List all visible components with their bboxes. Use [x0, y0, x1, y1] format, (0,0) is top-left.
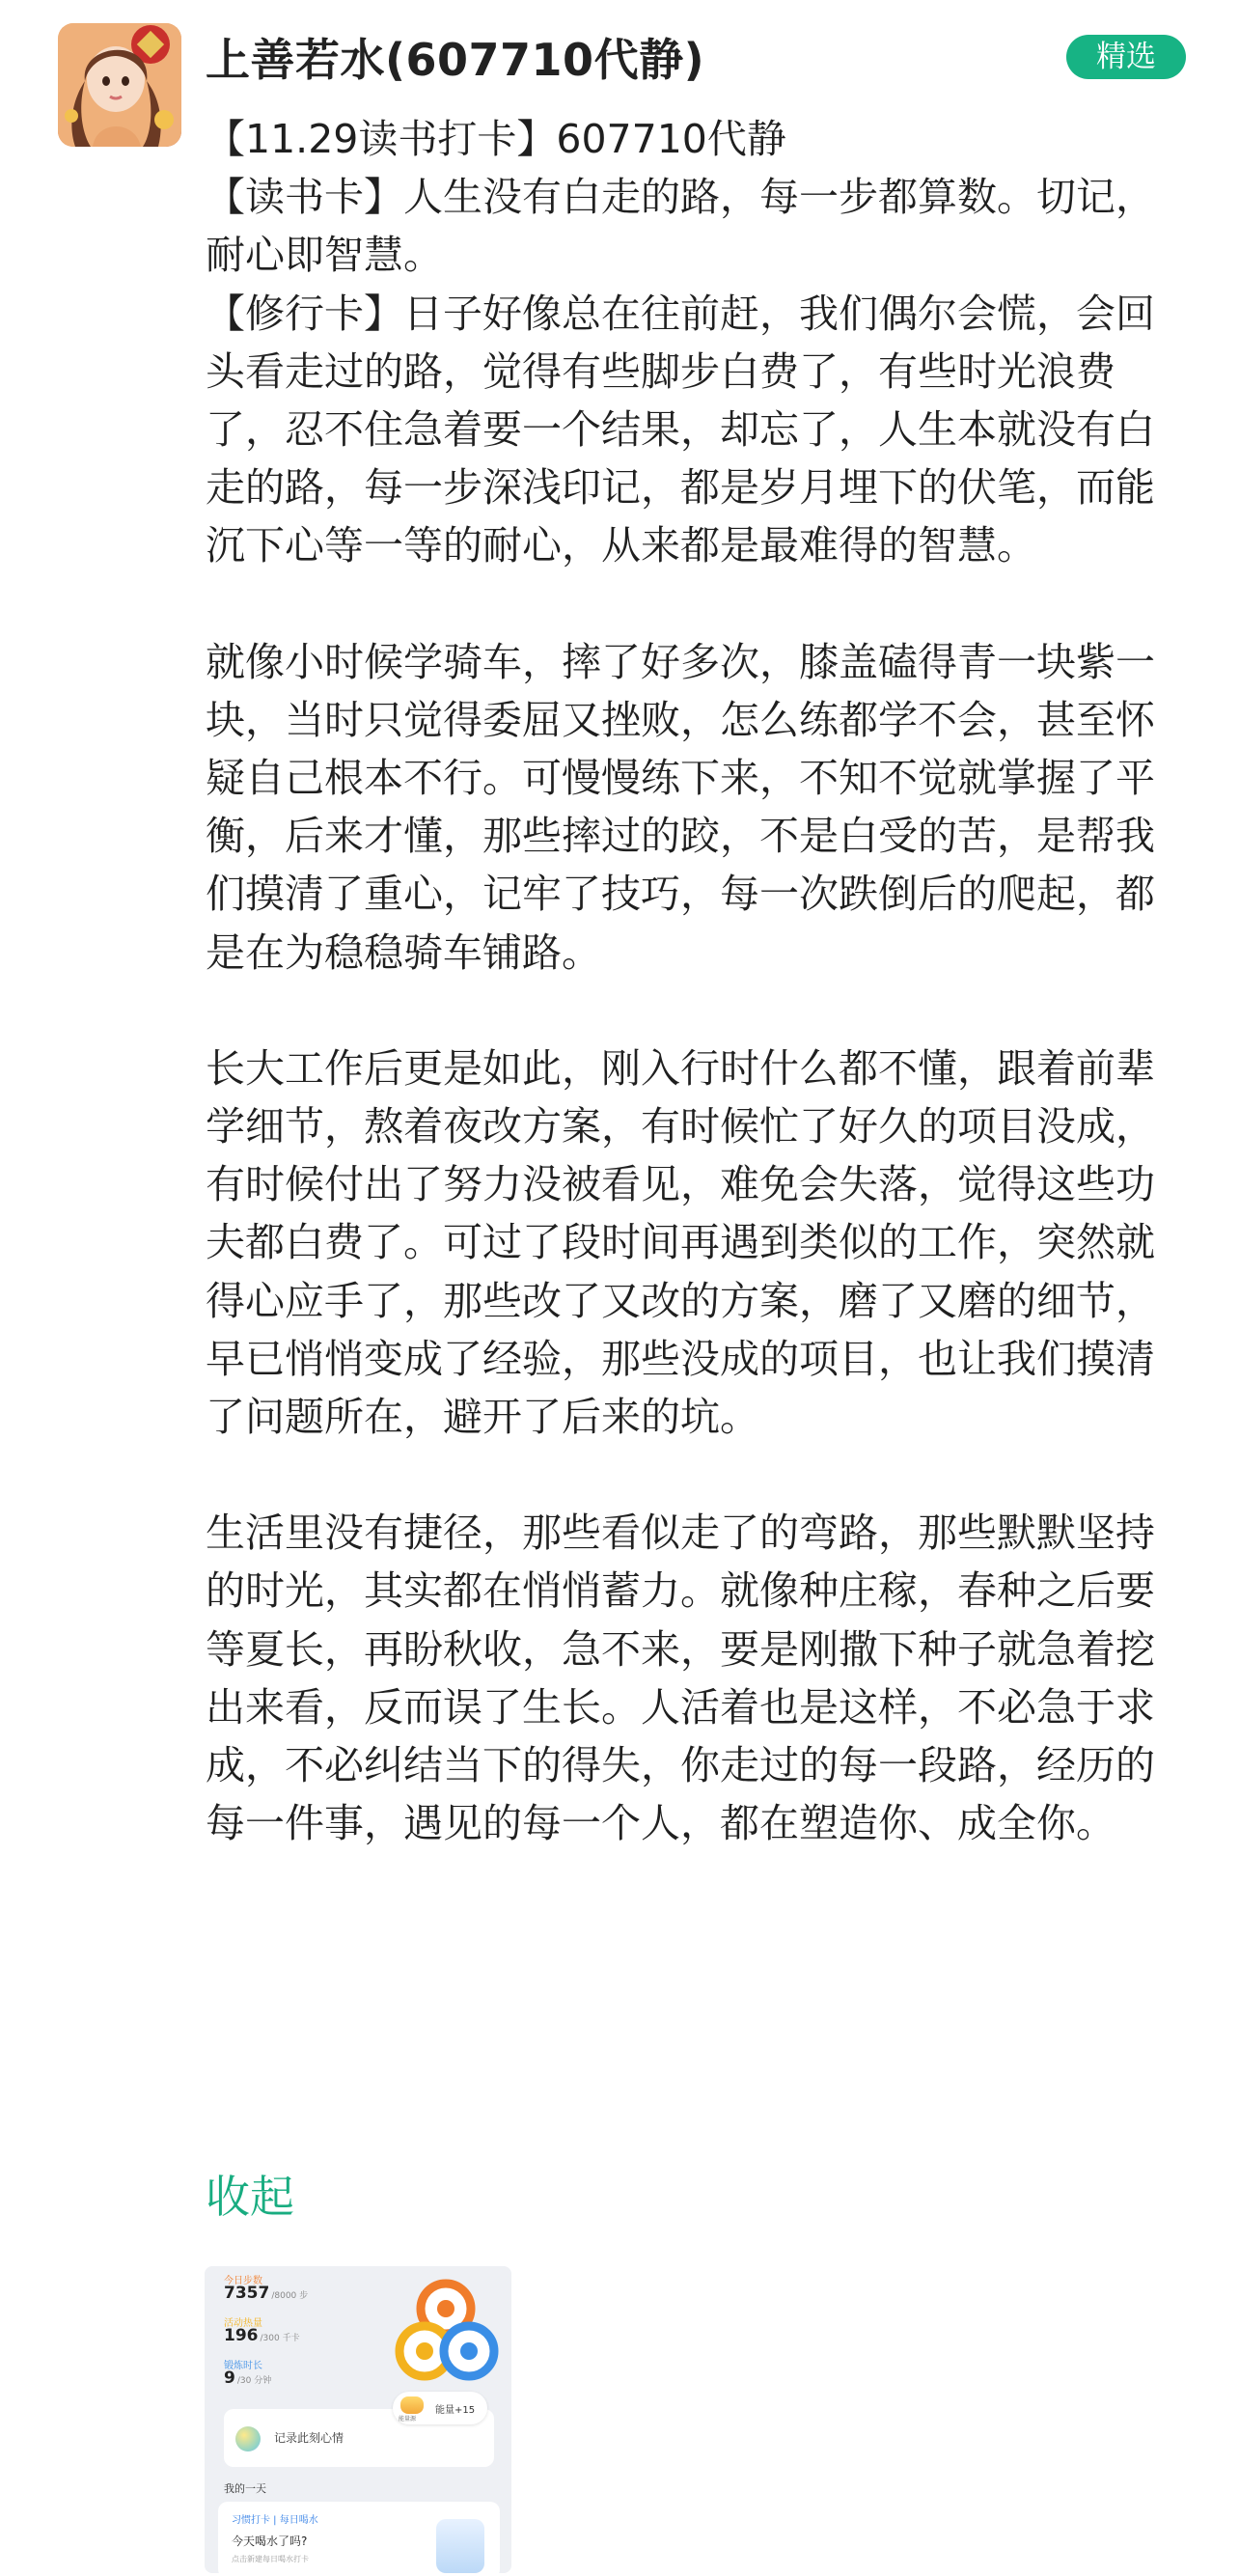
attached-image-thumbnail[interactable] — [205, 2266, 511, 2573]
activity-rings-icon — [388, 2274, 504, 2390]
post-body — [206, 110, 1161, 1852]
habit-subtitle: 点击新建每日喝水打卡 — [232, 2555, 309, 2563]
post-paragraph: 长大工作后更是如此，刚入行时什么都不懂，跟着前辈学细节，熬着夜改方案，有时候忙了好久的项目没成，有时候付出了努力没被看见，难免会失落，觉得这些功夫都白费了。可过了段时间再遇到类似的工作，突然就得心应手了，那些改了又改的方案，磨了又磨的细节，早已悄悄变成了经验，那些没成的项目，也让我们摸清了问题所在，避开了后来的坑。 — [206, 1044, 1155, 1441]
author-name[interactable]: 上善若水(607710代静) — [206, 34, 705, 86]
post-paragraph: 生活里没有捷径，那些看似走了的弯路，那些默默坚持的时光，其实都在悄悄蓄力。就像种庄稼，春种之后要等夏长，再盼秋收，急不来，要是刚撒下种子就急着挖出来看，反而误了生长。人活着也是这样，不必急于求成，不必纠结当下的得失，你走过的每一段路，经历的每一件事，遇见的每一个人，都在塑造你、成全你。 — [206, 1510, 1155, 1847]
habit-card[interactable] — [218, 2502, 500, 2573]
featured-badge: 精选 — [1066, 35, 1186, 79]
author-avatar[interactable] — [58, 23, 181, 147]
energy-text: 能量+15 — [435, 2405, 476, 2416]
steps-label: 今日步数 — [224, 2276, 262, 2286]
calories-label: 活动热量 — [224, 2318, 262, 2329]
my-day-heading: 我的一天 — [224, 2482, 266, 2495]
energy-chip[interactable] — [393, 2392, 487, 2424]
post-paragraph: 就像小时候学骑车，摔了好多次，膝盖磕得青一块紫一块，当时只觉得委屈又挫败，怎么练都学不会，甚至怀疑自己根本不行。可慢慢练下来，不知不觉就掌握了平衡，后来才懂，那些摔过的跤，不是白受的苦，是帮我们摸清了重心，记牢了技巧，每一次跌倒后的爬起，都是在为稳稳骑车铺路。 — [206, 638, 1155, 976]
steps-value: 7357 /8000 步 — [224, 2284, 309, 2303]
exercise-label: 锻炼时长 — [224, 2361, 262, 2371]
water-cup-icon — [436, 2519, 484, 2573]
mood-face-icon — [235, 2426, 261, 2451]
energy-icon — [400, 2396, 424, 2414]
post-title-line: 【11.29读书打卡】607710代静 — [206, 116, 786, 162]
energy-sub-label: 能量源 — [399, 2416, 417, 2423]
practice-card-text: 【修行卡】日子好像总在往前赶，我们偶尔会慌，会回头看走过的路，觉得有些脚步白费了，有些时光浪费了，忍不住急着要一个结果，却忘了，人生本就没有白走的路，每一步深浅印记，都是岁月埋下的伏笔，而能沉下心等一等的耐心，从来都是最难得的智慧。 — [206, 290, 1155, 569]
collapse-link[interactable]: 收起 — [206, 2171, 294, 2223]
habit-tag: 习惯打卡 | 每日喝水 — [232, 2515, 318, 2526]
calories-value: 196 /300 千卡 — [224, 2326, 300, 2345]
mood-text: 记录此刻心情 — [274, 2431, 344, 2445]
reading-card-text: 【读书卡】人生没有白走的路，每一步都算数。切记，耐心即智慧。 — [206, 174, 1155, 279]
exercise-value: 9 /30 分钟 — [224, 2368, 272, 2388]
habit-title: 今天喝水了吗? — [232, 2534, 308, 2548]
